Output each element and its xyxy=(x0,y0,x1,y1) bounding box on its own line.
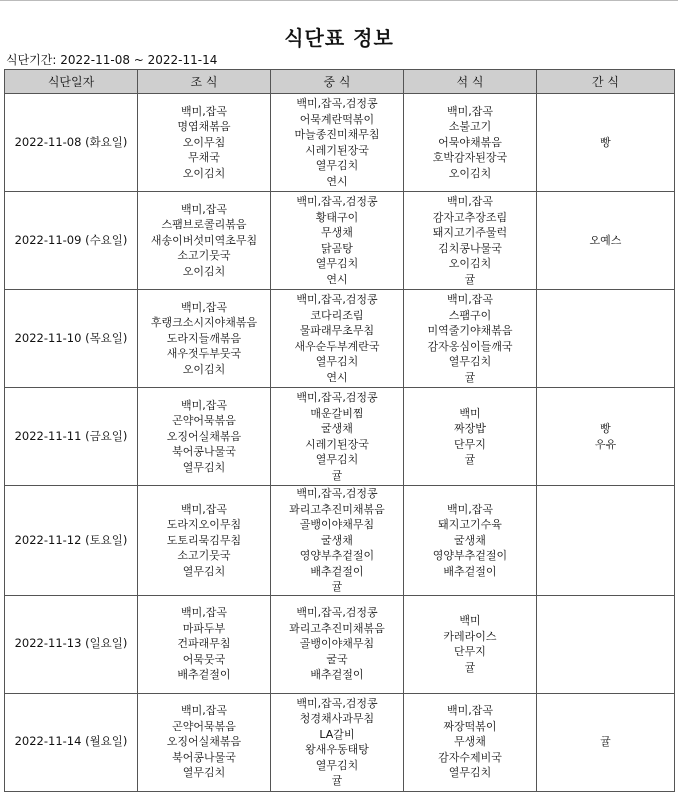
menu-item: 연시 xyxy=(326,174,348,188)
menu-item: 굴생채 xyxy=(321,533,353,547)
menu-item: 무생채 xyxy=(454,735,486,749)
menu-item: 열무김치 xyxy=(182,766,226,780)
menu-item: 도토리묵김무침 xyxy=(166,533,242,547)
menu-item: 코다리조림 xyxy=(310,308,364,322)
date-cell: 2022-11-08 (화요일) xyxy=(5,94,138,192)
menu-item: 어묵계란떡볶이 xyxy=(299,112,375,126)
dinner-cell xyxy=(404,94,537,192)
menu-item: 짜장밥 xyxy=(454,422,486,435)
date-cell: 2022-11-09 (수요일) xyxy=(5,192,138,290)
dinner-cell xyxy=(404,388,537,486)
menu-item: 열무김치 xyxy=(182,564,226,578)
menu-item: 백미,잡곡,검정콩 xyxy=(296,195,378,208)
dinner-cell xyxy=(404,486,537,596)
menu-item: 소고기뭇국 xyxy=(177,249,231,263)
menu-item: 배추겉절이 xyxy=(310,564,364,578)
menu-item: 김치콩나물국 xyxy=(438,241,502,255)
menu-item: 감자고추장조림 xyxy=(432,210,508,224)
menu-item: 마파두부 xyxy=(182,621,226,635)
menu-item: 물파래무초무침 xyxy=(299,324,375,337)
menu-item: 우유 xyxy=(594,437,617,451)
menu-item: 열무김치 xyxy=(315,355,359,368)
menu-item: 곤약어묵볶음 xyxy=(172,414,236,428)
menu-item: 빵 xyxy=(600,135,611,149)
menu-item: 오징어실채볶음 xyxy=(166,429,242,443)
meal-table xyxy=(4,69,675,792)
lunch-cell xyxy=(271,94,404,192)
table-row xyxy=(5,192,675,290)
menu-item: 무생채 xyxy=(321,226,353,239)
menu-item: LA갈비 xyxy=(319,727,355,741)
menu-item: 연시 xyxy=(326,272,348,286)
breakfast-cell xyxy=(138,486,271,596)
menu-item: 북어콩나물국 xyxy=(172,445,236,459)
menu-item: 백미,잡곡 xyxy=(446,704,493,718)
menu-item: 새우순두부계란국 xyxy=(294,339,380,353)
header-date: 식단일자 xyxy=(5,70,138,94)
menu-item: 스팸구이 xyxy=(448,308,492,322)
menu-item: 열무김치 xyxy=(315,758,359,772)
menu-item: 명엽채볶음 xyxy=(177,120,231,134)
breakfast-cell xyxy=(138,94,271,192)
lunch-cell xyxy=(271,486,404,596)
menu-item: 오이김치 xyxy=(182,362,226,376)
menu-item: 백미 xyxy=(459,614,481,627)
menu-item: 영양부추겉절이 xyxy=(299,549,375,562)
menu-item: 백미,잡곡,검정콩 xyxy=(296,97,378,110)
snack-cell xyxy=(537,192,675,290)
menu-item: 건파래무침 xyxy=(177,637,231,651)
snack-cell xyxy=(537,486,675,596)
menu-item: 새송이버섯미역초무침 xyxy=(150,233,258,247)
menu-item: 도라지들깨볶음 xyxy=(166,331,242,345)
menu-item: 귤 xyxy=(331,774,343,787)
menu-item: 시레기된장국 xyxy=(305,437,369,451)
menu-item: 백미,잡곡,검정콩 xyxy=(296,606,378,620)
menu-item: 굴생채 xyxy=(454,533,486,547)
menu-item: 배추겉절이 xyxy=(443,564,497,578)
menu-item: 귤 xyxy=(464,453,476,466)
menu-item: 빵 xyxy=(600,422,611,435)
breakfast-cell xyxy=(138,595,271,693)
table-row xyxy=(5,94,675,192)
breakfast-cell xyxy=(138,290,271,388)
menu-item: 감자옹심이들깨국 xyxy=(427,339,513,353)
menu-item: 오이무침 xyxy=(182,135,226,149)
header-lunch: 중 식 xyxy=(271,70,404,94)
menu-item: 오이김치 xyxy=(448,257,492,270)
menu-item: 어묵뭇국 xyxy=(182,652,226,666)
menu-item: 열무김치 xyxy=(448,766,492,780)
snack-cell xyxy=(537,94,675,192)
menu-item: 백미,잡곡 xyxy=(446,195,493,208)
menu-item: 오이김치 xyxy=(448,166,492,180)
menu-item: 백미,잡곡 xyxy=(180,502,227,516)
header-breakfast: 조 식 xyxy=(138,70,271,94)
date-cell: 2022-11-11 (금요일) xyxy=(5,388,138,486)
lunch-cell xyxy=(271,290,404,388)
menu-item: 영양부추겉절이 xyxy=(432,549,508,562)
menu-item: 미역줄기야채볶음 xyxy=(427,324,513,337)
menu-item: 백미,잡곡 xyxy=(446,293,493,306)
lunch-cell xyxy=(271,388,404,486)
date-cell: 2022-11-10 (목요일) xyxy=(5,290,138,388)
menu-item: 백미,잡곡 xyxy=(446,502,493,516)
menu-item: 열무김치 xyxy=(182,460,226,474)
menu-item: 감자수제비국 xyxy=(438,750,502,764)
table-row xyxy=(5,486,675,596)
menu-item: 백미,잡곡,검정콩 xyxy=(296,293,378,306)
lunch-cell xyxy=(271,192,404,290)
top-divider xyxy=(0,0,678,1)
breakfast-cell xyxy=(138,192,271,290)
snack-cell xyxy=(537,290,675,388)
table-header-row xyxy=(5,70,675,94)
menu-item: 백미,잡곡 xyxy=(446,104,493,118)
menu-item: 굴생채 xyxy=(321,422,353,435)
menu-item: 백미,잡곡 xyxy=(180,300,227,314)
menu-item: 백미,잡곡 xyxy=(180,202,227,216)
table-row xyxy=(5,388,675,486)
menu-item: 열무김치 xyxy=(448,355,492,368)
lunch-cell xyxy=(271,595,404,693)
menu-item: 백미,잡곡 xyxy=(180,606,227,620)
menu-item: 황태구이 xyxy=(315,210,359,224)
table-row xyxy=(5,693,675,791)
menu-item: 왕새우동태탕 xyxy=(305,743,369,756)
menu-item: 매운갈비찜 xyxy=(310,406,364,420)
menu-item: 백미,잡곡 xyxy=(180,104,227,118)
menu-item: 꽈리고추진미채볶음 xyxy=(289,621,385,635)
menu-item: 백미,잡곡 xyxy=(180,704,227,718)
menu-item: 배추겉절이 xyxy=(310,668,364,682)
snack-cell xyxy=(537,693,675,791)
breakfast-cell xyxy=(138,388,271,486)
date-cell: 2022-11-14 (월요일) xyxy=(5,693,138,791)
menu-item: 연시 xyxy=(326,370,348,384)
menu-item: 열무김치 xyxy=(315,159,359,172)
menu-item: 백미,잡곡,검정콩 xyxy=(296,487,378,500)
breakfast-cell xyxy=(138,693,271,791)
menu-item: 오이김치 xyxy=(182,166,226,180)
table-row xyxy=(5,595,675,693)
menu-item: 마늘종진미채무침 xyxy=(294,128,380,141)
menu-item: 소불고기 xyxy=(448,120,492,134)
menu-item: 귤 xyxy=(464,272,476,286)
menu-item: 카레라이스 xyxy=(443,629,497,643)
menu-item: 오징어실채볶음 xyxy=(166,735,242,749)
menu-item: 오예스 xyxy=(589,233,622,247)
menu-item: 백미,잡곡,검정콩 xyxy=(296,391,378,404)
menu-item: 스팸브로콜리볶음 xyxy=(161,218,247,232)
menu-item: 소고기뭇국 xyxy=(177,549,231,562)
dinner-cell xyxy=(404,290,537,388)
dinner-cell xyxy=(404,192,537,290)
menu-item: 새우젓두부뭇국 xyxy=(166,347,242,361)
menu-item: 호박감자된장국 xyxy=(432,151,508,165)
menu-item: 시레기된장국 xyxy=(305,143,369,157)
menu-item: 돼지고기주물럭 xyxy=(432,226,508,239)
header-snack: 간 식 xyxy=(537,70,675,94)
menu-item: 무채국 xyxy=(188,151,220,165)
table-row xyxy=(5,290,675,388)
menu-item: 어묵야채볶음 xyxy=(438,135,502,149)
menu-item: 백미,잡곡,검정콩 xyxy=(296,696,378,710)
menu-item: 청경채사과무침 xyxy=(299,712,375,725)
menu-item: 열무김치 xyxy=(315,257,359,270)
menu-item: 오이김치 xyxy=(182,264,226,278)
meal-period: 식단기간: 2022-11-08 ~ 2022-11-14 xyxy=(6,53,218,67)
snack-cell xyxy=(537,388,675,486)
menu-item: 귤 xyxy=(464,370,476,384)
menu-item: 단무지 xyxy=(454,437,486,451)
menu-item: 후랭크소시지야채볶음 xyxy=(150,316,258,330)
dinner-cell xyxy=(404,693,537,791)
menu-item: 굴국 xyxy=(326,652,348,666)
date-cell: 2022-11-13 (일요일) xyxy=(5,595,138,693)
lunch-cell xyxy=(271,693,404,791)
menu-item: 골뱅이야채무침 xyxy=(299,637,375,651)
menu-item: 북어콩나물국 xyxy=(172,750,236,764)
menu-item: 단무지 xyxy=(454,645,486,658)
menu-item: 귤 xyxy=(331,468,343,482)
date-cell: 2022-11-12 (토요일) xyxy=(5,486,138,596)
menu-item: 백미,잡곡 xyxy=(180,398,227,412)
dinner-cell xyxy=(404,595,537,693)
menu-item: 돼지고기수육 xyxy=(438,518,502,531)
menu-item: 짜장떡볶이 xyxy=(443,719,497,733)
menu-item: 도라지오이무침 xyxy=(166,518,242,531)
snack-cell xyxy=(537,595,675,693)
menu-item: 열무김치 xyxy=(315,453,359,466)
menu-item: 곤약어묵볶음 xyxy=(172,719,236,733)
menu-item: 닭곰탕 xyxy=(321,241,353,255)
menu-item: 귤 xyxy=(464,660,476,674)
table-body xyxy=(5,94,675,792)
menu-item: 백미 xyxy=(459,406,481,420)
menu-item: 귤 xyxy=(331,580,343,593)
menu-item: 골뱅이야채무침 xyxy=(299,518,375,531)
menu-item: 귤 xyxy=(600,735,611,749)
page-title: 식단표 정보 xyxy=(284,26,394,50)
menu-item: 배추겉절이 xyxy=(177,668,231,682)
header-dinner: 석 식 xyxy=(404,70,537,94)
menu-item: 꽈리고추진미채볶음 xyxy=(289,502,385,516)
